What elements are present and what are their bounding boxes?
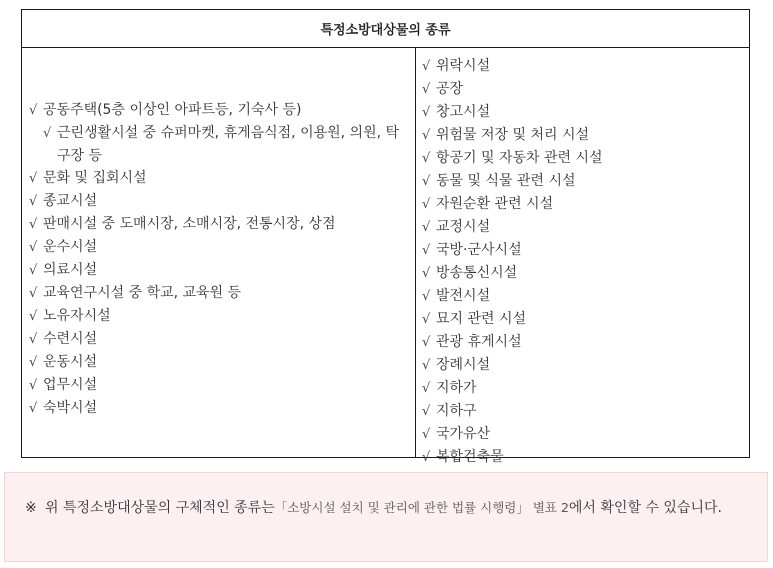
list-item-label: 지하구 — [436, 403, 477, 419]
list-item — [422, 216, 742, 239]
check-mark-icon: √ — [29, 240, 38, 255]
list-item-label: 발전시설 — [436, 288, 491, 304]
list-item-label: 숙박시설 — [43, 400, 98, 416]
check-mark-icon: √ — [29, 378, 38, 393]
list-item — [422, 400, 742, 423]
list-item-label: 항공기 및 자동차 관련 시설 — [436, 150, 603, 166]
law-reference: 「소방시설 설치 및 관리에 관한 법률 시행령」 별표 2 — [274, 500, 569, 515]
list-item — [422, 101, 742, 124]
list-item-label: 교정시설 — [436, 219, 491, 235]
list-item-label: 운동시설 — [43, 354, 98, 370]
list-item — [422, 78, 742, 101]
list-item — [29, 190, 411, 213]
check-mark-icon: √ — [29, 355, 38, 370]
list-item — [29, 99, 411, 122]
list-item — [422, 308, 742, 331]
list-item — [422, 354, 742, 377]
list-item — [422, 147, 742, 170]
list-item — [422, 331, 742, 354]
list-item — [29, 397, 411, 420]
list-item-label: 국방·군사시설 — [436, 242, 522, 258]
left-item-list — [29, 99, 411, 420]
check-mark-icon: √ — [29, 263, 38, 278]
list-item — [29, 305, 411, 328]
check-mark-icon: √ — [422, 174, 431, 189]
list-item-label: 교육연구시설 중 학교, 교육원 등 — [43, 285, 242, 301]
check-mark-icon: √ — [422, 312, 431, 327]
list-item — [422, 262, 742, 285]
check-mark-icon: √ — [422, 381, 431, 396]
check-mark-icon: √ — [29, 194, 38, 209]
list-item — [29, 122, 411, 167]
list-item-label: 판매시설 중 도매시장, 소매시장, 전통시장, 상점 — [43, 216, 336, 232]
check-mark-icon: √ — [29, 332, 38, 347]
table-title: 특정소방대상물의 종류 — [22, 10, 749, 48]
list-item-label: 복합건축물 — [436, 449, 504, 465]
check-mark-icon: √ — [422, 220, 431, 235]
check-mark-icon: √ — [422, 450, 431, 465]
check-mark-icon: √ — [422, 404, 431, 419]
list-item — [29, 282, 411, 305]
check-mark-icon: √ — [422, 82, 431, 97]
list-item-label: 묘지 관련 시설 — [436, 311, 527, 327]
list-item — [29, 374, 411, 397]
list-item — [422, 377, 742, 400]
check-mark-icon: √ — [29, 171, 38, 186]
list-item — [422, 423, 742, 446]
list-item-label: 운수시설 — [43, 239, 98, 255]
list-item-label: 업무시설 — [43, 377, 98, 393]
list-item-label: 위락시설 — [436, 58, 491, 74]
list-item — [422, 193, 742, 216]
list-item-label: 동물 및 식물 관련 시설 — [436, 173, 576, 189]
list-item — [29, 328, 411, 351]
list-item-label: 문화 및 집회시설 — [43, 170, 147, 186]
list-item-label: 창고시설 — [436, 104, 491, 120]
check-mark-icon: √ — [422, 427, 431, 442]
check-mark-icon: √ — [29, 309, 38, 324]
list-item-label: 방송통신시설 — [436, 265, 518, 281]
check-mark-icon: √ — [422, 128, 431, 143]
facility-types-table — [21, 9, 750, 465]
list-item — [422, 239, 742, 262]
check-mark-icon: √ — [422, 358, 431, 373]
check-mark-icon: √ — [422, 266, 431, 281]
check-mark-icon: √ — [29, 103, 38, 118]
check-mark-icon: √ — [422, 197, 431, 212]
list-item-label: 노유자시설 — [43, 308, 111, 324]
check-mark-icon: √ — [29, 401, 38, 416]
list-item-label: 공장 — [436, 81, 464, 97]
check-mark-icon: √ — [422, 289, 431, 304]
table-body — [22, 48, 749, 465]
list-item-label: 의료시설 — [43, 262, 98, 278]
check-mark-icon: √ — [422, 335, 431, 350]
note-text — [25, 497, 771, 519]
left-column — [22, 48, 416, 457]
list-item-label: 종교시설 — [43, 193, 98, 209]
right-column — [416, 48, 749, 465]
check-mark-icon: √ — [422, 59, 431, 74]
list-item-label: 공동주택(5층 이상인 아파트등, 기숙사 등) — [43, 102, 302, 118]
list-item-label: 근린생활시설 중 슈퍼마켓, 휴게음식점, 이용원, 의원, 탁구장 등 — [57, 125, 400, 164]
list-item-label: 자원순환 관련 시설 — [436, 196, 554, 212]
list-item — [29, 259, 411, 282]
note-mark-icon: ※ — [25, 500, 37, 516]
note-text-after: 에서 확인할 수 있습니다. — [568, 500, 722, 516]
check-mark-icon: √ — [422, 243, 431, 258]
check-mark-icon: √ — [29, 217, 38, 232]
list-item — [422, 446, 742, 469]
list-item — [29, 213, 411, 236]
list-item — [422, 55, 742, 78]
note-box — [4, 472, 768, 562]
check-mark-icon: √ — [29, 286, 38, 301]
check-mark-icon: √ — [422, 151, 431, 166]
list-item — [29, 167, 411, 190]
list-item-label: 지하가 — [436, 380, 477, 396]
list-item — [422, 285, 742, 308]
list-item — [422, 170, 742, 193]
list-item — [422, 124, 742, 147]
check-mark-icon: √ — [43, 126, 52, 141]
list-item — [29, 351, 411, 374]
check-mark-icon: √ — [422, 105, 431, 120]
list-item-label: 관광 휴게시설 — [436, 334, 522, 350]
list-item — [29, 236, 411, 259]
right-item-list — [422, 55, 742, 469]
list-item-label: 수련시설 — [43, 331, 98, 347]
note-text-before: 위 특정소방대상물의 구체적인 종류는 — [45, 500, 275, 516]
list-item-label: 국가유산 — [436, 426, 491, 442]
list-item-label: 장례시설 — [436, 357, 491, 373]
list-item-label: 위험물 저장 및 처리 시설 — [436, 127, 590, 143]
